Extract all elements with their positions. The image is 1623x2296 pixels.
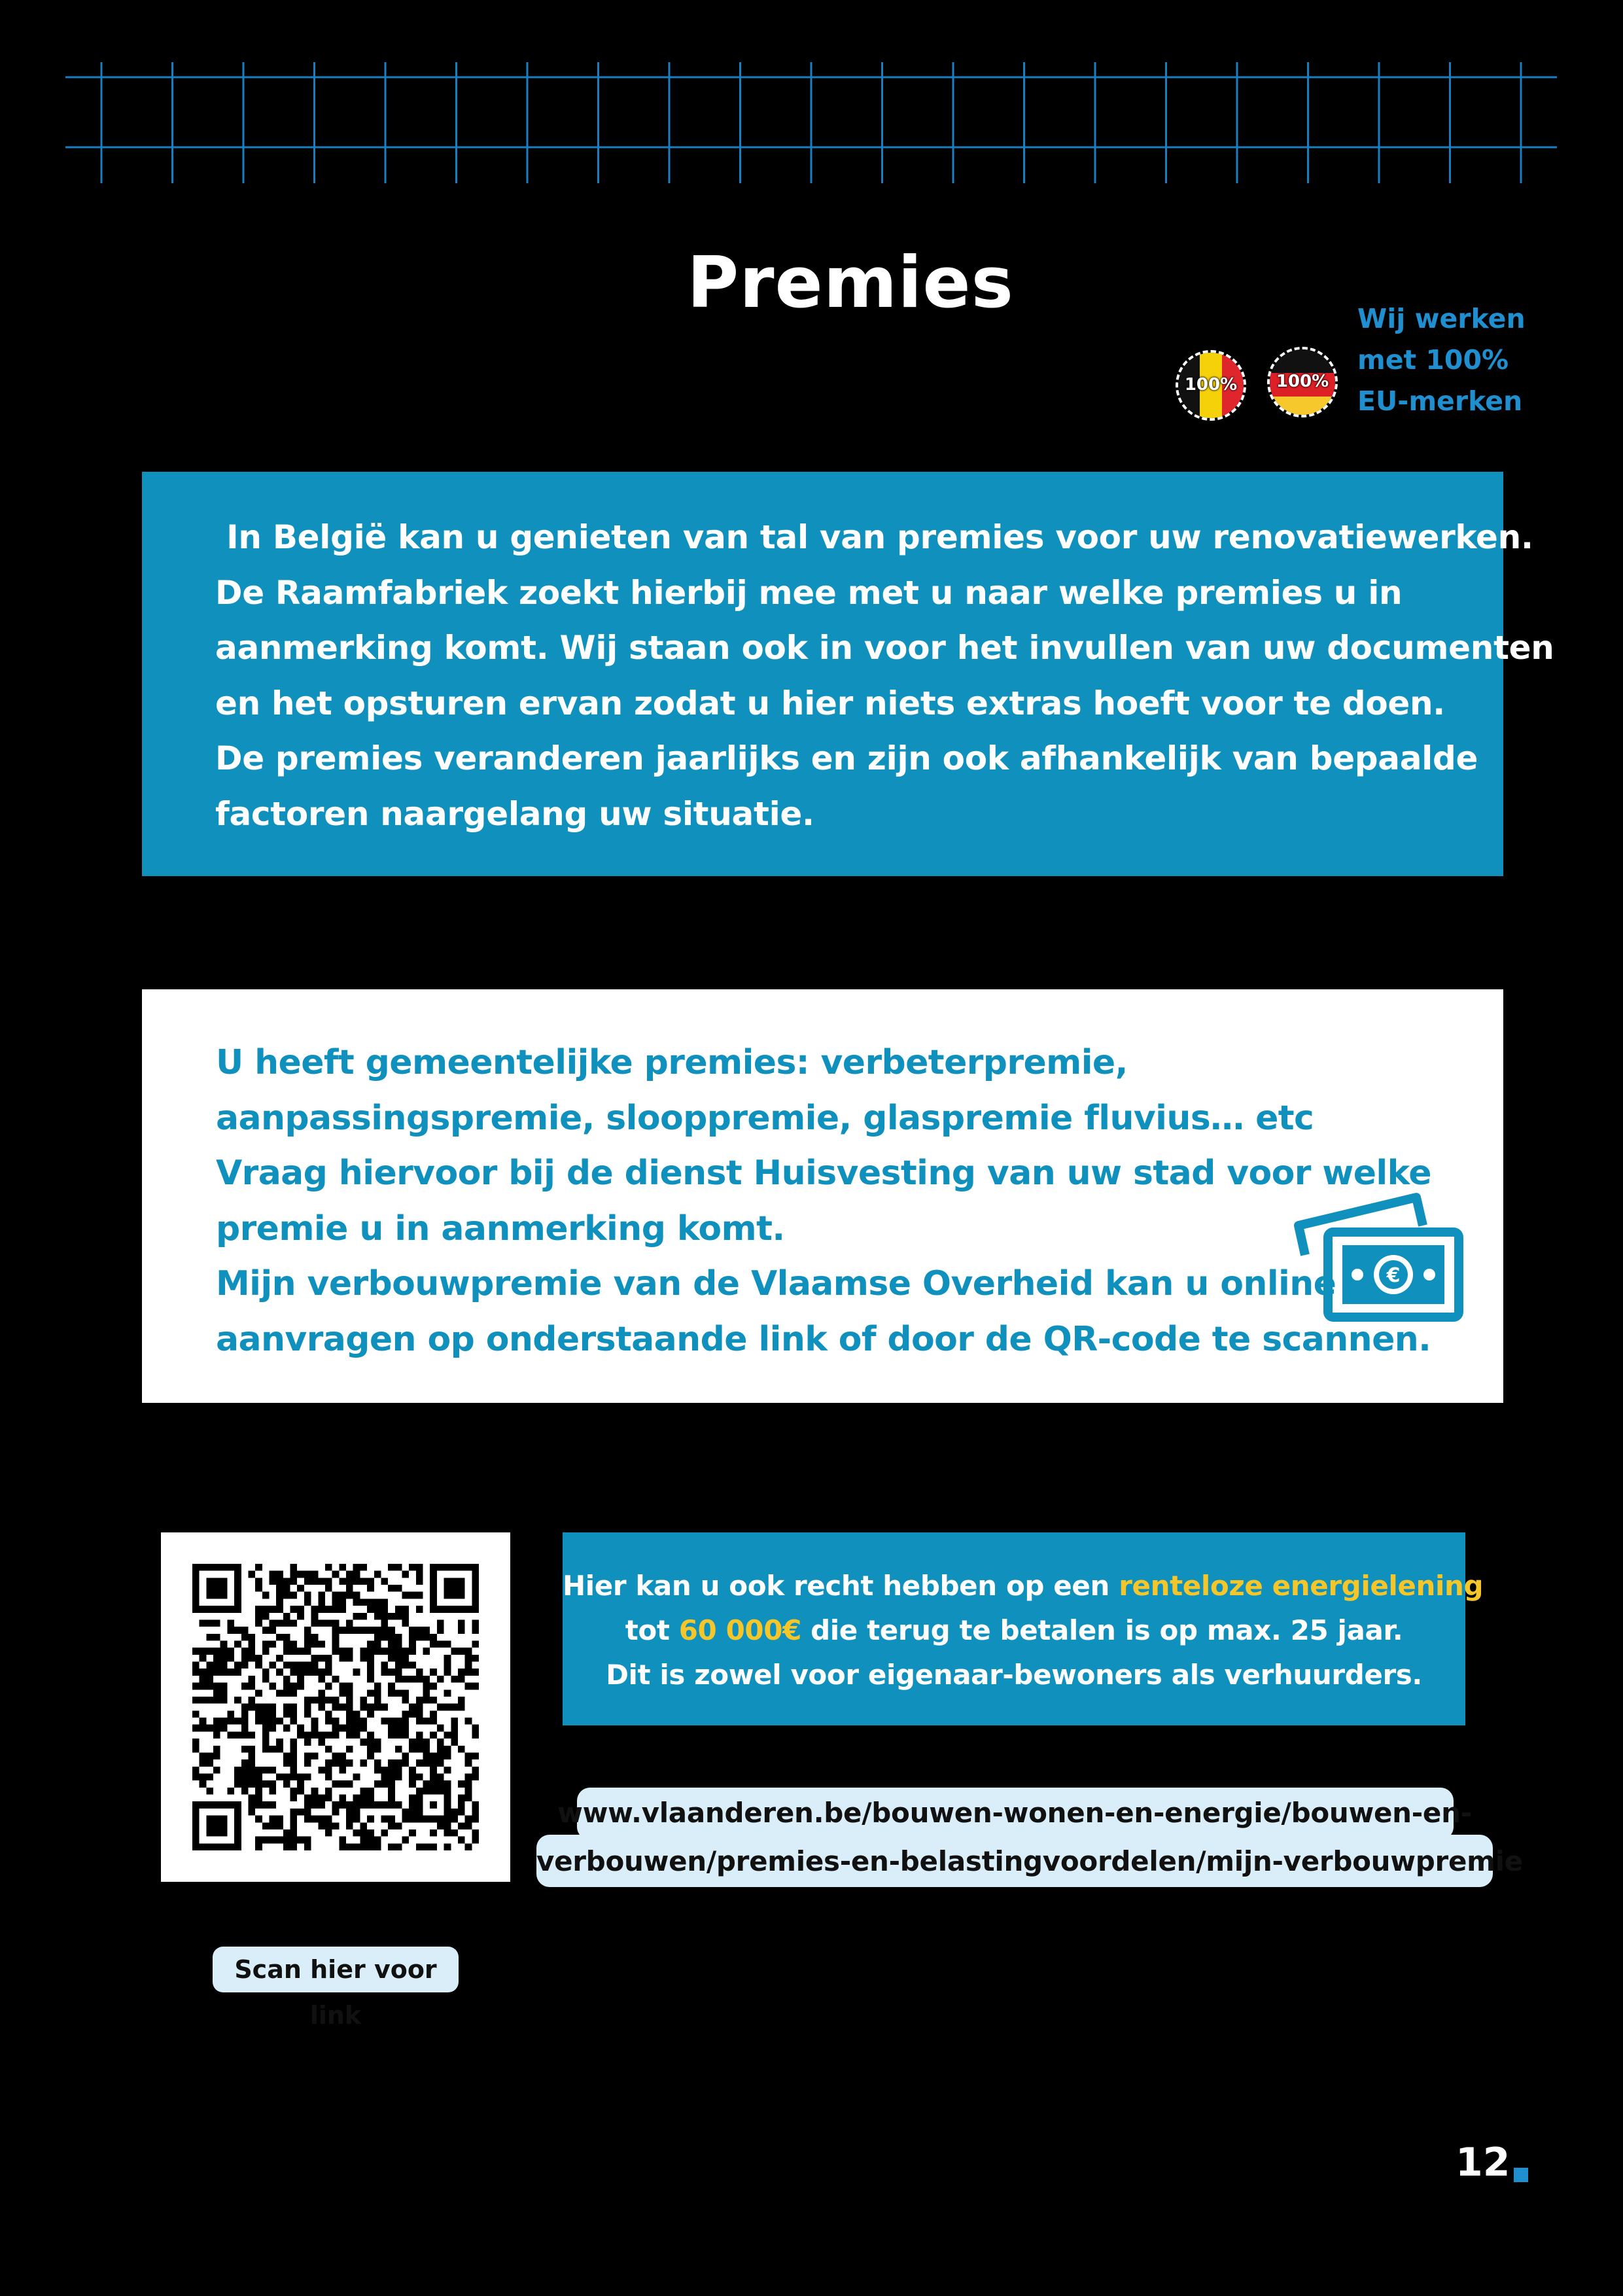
- scan-label: Scan hier voor link: [213, 1947, 459, 1992]
- premies-line: U heeft gemeentelijke premies: verbeterpremie,: [216, 1043, 1128, 1082]
- loan-text: Hier kan u ook recht hebben op een: [563, 1570, 1119, 1602]
- link-line-2[interactable]: verbouwen/premies-en-belastingvoordelen/mijn-verbouwpremie: [536, 1845, 1523, 1877]
- germany-flag-badge-icon: [1267, 347, 1338, 417]
- loan-line-1: [563, 1564, 1484, 1608]
- intro-line: De premies veranderen jaarlijks en zijn ook afhankelijk van bepaalde: [215, 739, 1478, 777]
- money-euro-icon: [1292, 1190, 1469, 1330]
- intro-line: aanmerking komt. Wij staan ook in voor het invullen van uw documenten: [215, 629, 1554, 667]
- loan-text: tot: [625, 1614, 679, 1646]
- loan-text: die terug te betalen is op max. 25 jaar.: [801, 1614, 1403, 1646]
- loan-line-3: Dit is zowel voor eigenaar-bewoners als verhuurders.: [606, 1659, 1422, 1691]
- eu-text-line: Wij werken: [1357, 303, 1526, 334]
- badge-percent-label: 100%: [1184, 375, 1238, 395]
- eu-text-line: EU-merken: [1357, 385, 1523, 417]
- verbouwpremie-link[interactable]: [536, 1788, 1523, 1892]
- intro-line: In België kan u genieten van tal van premies voor uw renovatiewerken.: [215, 518, 1533, 556]
- intro-line: en het opsturen ervan zodat u hier niets extras hoeft voor te doen.: [215, 684, 1445, 722]
- eu-text-line: met 100%: [1357, 344, 1509, 376]
- premies-line: Vraag hiervoor bij de dienst Huisvesting van uw stad voor welke: [216, 1154, 1431, 1193]
- energy-loan-panel: [563, 1532, 1484, 1725]
- premies-line: premie u in aanmerking komt.: [216, 1209, 785, 1248]
- intro-line: De Raamfabriek zoekt hierbij mee met u naar welke premies u in: [215, 573, 1403, 612]
- badge-percent-label: 100%: [1276, 372, 1329, 391]
- belgium-flag-badge-icon: [1176, 350, 1246, 421]
- eu-brands-note: [1357, 298, 1619, 422]
- page-number-marker: [1514, 2168, 1528, 2182]
- page-number: 12: [1456, 2140, 1510, 2185]
- header-grid-decoration: [0, 0, 1623, 196]
- loan-highlight: renteloze energielening: [1119, 1570, 1484, 1602]
- intro-panel: [142, 472, 1554, 876]
- link-line-1[interactable]: www.vlaanderen.be/bouwen-wonen-en-energie/bouwen-en-: [557, 1797, 1472, 1829]
- loan-line-2: [563, 1608, 1465, 1653]
- premies-line: aanpassingspremie, slooppremie, glaspremie fluvius… etc: [216, 1098, 1314, 1138]
- qr-code[interactable]: [161, 1532, 510, 1882]
- intro-line: factoren naargelang uw situatie.: [215, 794, 814, 833]
- premies-line: Mijn verbouwpremie van de Vlaamse Overheid kan u online: [216, 1264, 1336, 1303]
- premies-line: aanvragen op onderstaande link of door de QR-code te scannen.: [216, 1319, 1431, 1359]
- loan-amount: 60 000€: [678, 1614, 801, 1646]
- page-title: Premies: [687, 242, 1014, 324]
- svg-text:€: €: [1386, 1264, 1401, 1287]
